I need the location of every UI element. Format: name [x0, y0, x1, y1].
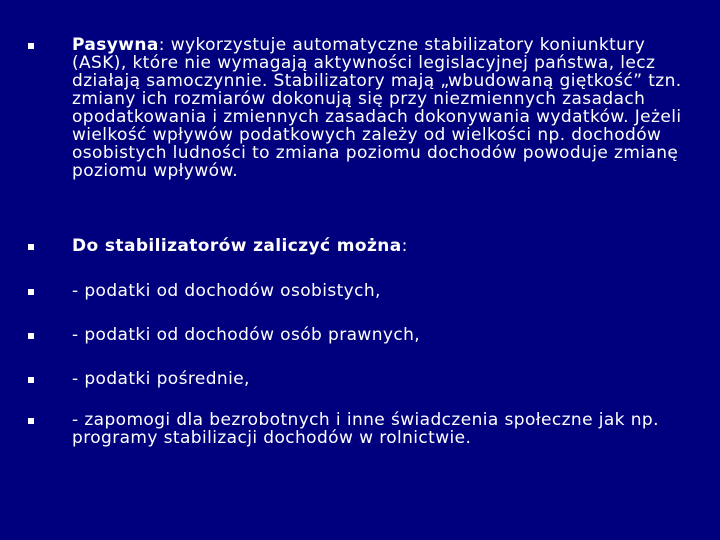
bullet-item-podatki-osobiste: [28, 282, 698, 300]
bullet-item-pasywna: [28, 36, 698, 180]
square-bullet-icon: [28, 244, 34, 250]
bullet-item-zapomogi: [28, 411, 698, 447]
square-bullet-icon: [28, 377, 34, 383]
bullet-text: - podatki od dochodów osób prawnych,: [72, 325, 421, 345]
bullet-text: - podatki pośrednie,: [72, 369, 250, 389]
bullet-text: [72, 36, 698, 180]
bullet-lead: Pasywna: [72, 35, 159, 55]
bullet-body: :: [401, 236, 408, 256]
bullet-lead: Do stabilizatorów zaliczyć można: [72, 236, 402, 256]
square-bullet-icon: [28, 418, 34, 424]
bullet-text: - zapomogi dla bezrobotnych i inne świadczenia społeczne jak np. programy stabilizacji dochodów w rolnictwie.: [72, 410, 659, 448]
bullet-item-podatki-prawne: [28, 326, 698, 344]
bullet-item-stabilizatory: [28, 237, 698, 255]
bullet-item-podatki-posrednie: [28, 370, 698, 388]
square-bullet-icon: [28, 43, 34, 49]
square-bullet-icon: [28, 289, 34, 295]
bullet-text: - podatki od dochodów osobistych,: [72, 281, 381, 301]
square-bullet-icon: [28, 333, 34, 339]
bullet-body: : wykorzystuje automatyczne stabilizatory koniunktury (ASK), które nie wymagają aktywności legislacyjnej państwa, lecz działają samoczynnie. Stabilizatory mają „wbudowaną giętkość” tzn. zmiany ich rozmiarów dokonują się przy niezmiennych zasadach opodatkowania i zmiennych zasadach dokonywania wydatków. Jeżeli wielkość wpływów podatkowych zależy od wielkości np. dochodów osobistych ludności to zmiana poziomu dochodów powoduje zmianę poziomu wpływów.: [72, 35, 682, 181]
bullet-text: [72, 237, 698, 255]
